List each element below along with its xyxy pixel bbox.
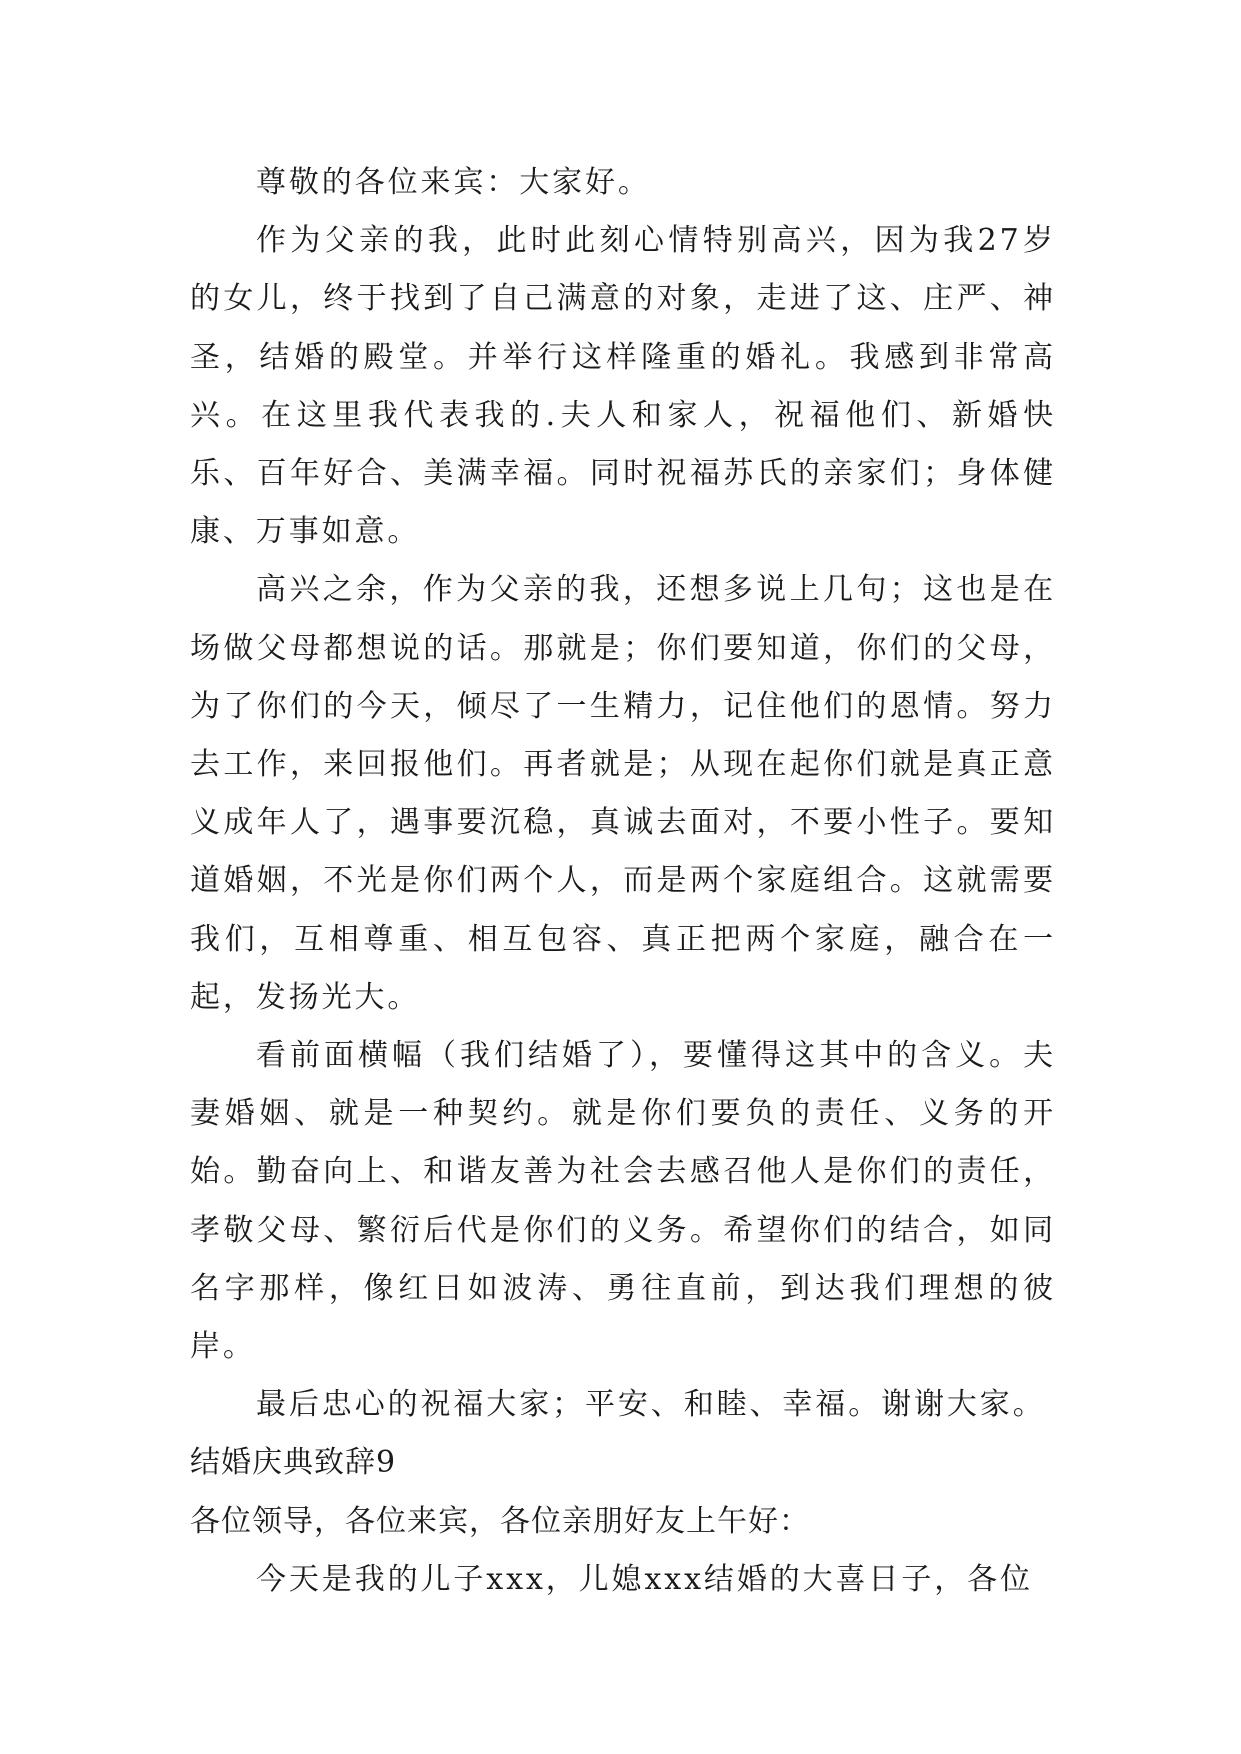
paragraph-father-blessing: 作为父亲的我，此时此刻心情特别高兴，因为我27岁的女儿，终于找到了自己满意的对象，走进了这、庄严、神圣，结婚的殿堂。并举行这样隆重的婚礼。我感到非常高兴。在这里我代表我的.夫人和家人，祝福他们、新婚快乐、百年好合、美满幸福。同时祝福苏氏的亲家们；身体健康、万事如意。: [190, 223, 1056, 550]
paragraph-wedding-day: 今天是我的儿子xxx，儿媳xxx结婚的大喜日子，各位: [256, 1561, 1033, 1597]
section-title: 结婚庆典致辞9: [190, 1445, 397, 1481]
paragraph-banner-meaning: 看前面横幅（我们结婚了），要懂得这其中的含义。夫妻婚姻、就是一种契约。就是你们要负的责任、义务的开始。勤奋向上、和谐友善为社会去感召他人是你们的责任，孝敬父母、繁衍后代是你们的义务。希望你们的结合，如同名字那样，像红日如波涛、勇往直前，到达我们理想的彼岸。: [190, 1038, 1056, 1365]
document-body: [190, 154, 1056, 1609]
paragraph-parents-advice: 高兴之余，作为父亲的我，还想多说上几句；这也是在场做父母都想说的话。那就是；你们要知道，你们的父母，为了你们的今天，倾尽了一生精力，记住他们的恩情。努力去工作，来回报他们。再者就是；从现在起你们就是真正意义成年人了，遇事要沉稳，真诚去面对，不要小性子。要知道婚姻，不光是你们两个人，而是两个家庭组合。这就需要我们，互相尊重、相互包容、真正把两个家庭，融合在一起，发扬光大。: [190, 572, 1056, 1015]
paragraph-greeting-guests: 尊敬的各位来宾：大家好。: [256, 165, 651, 200]
paragraph-closing-thanks: 最后忠心的祝福大家；平安、和睦、幸福。谢谢大家。: [256, 1387, 1046, 1423]
greeting-line: 各位领导，各位来宾，各位亲朋好友上午好：: [190, 1503, 810, 1539]
